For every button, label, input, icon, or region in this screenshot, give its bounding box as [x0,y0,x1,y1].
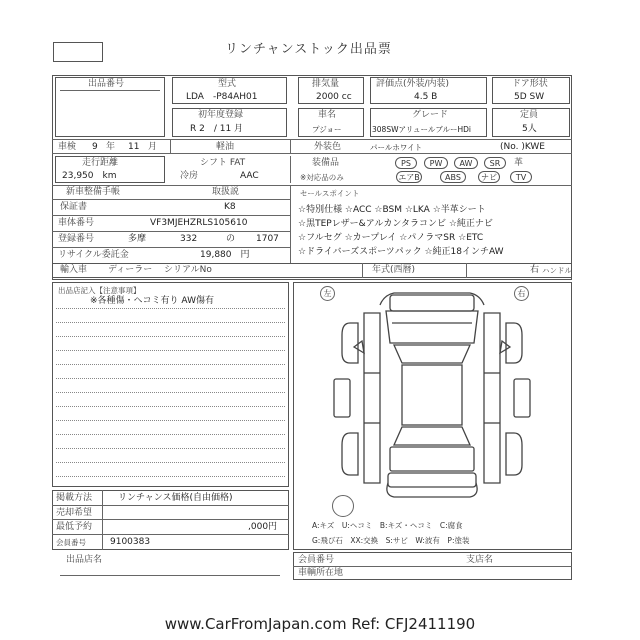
car-name-value: プジョー [312,125,342,134]
recycle-value: 19,880 円 [200,250,250,260]
inspection-label: 車検 [58,142,77,152]
desired-label: 売却希望 [56,508,93,518]
bl-row3 [52,534,289,535]
mileage-label: 走行距離 [82,158,119,168]
diagram-right-mark: 右 [514,286,529,301]
first-reg-label: 初年度登録 [198,110,244,120]
chassis-value: VF3MJEHZRLS105610 [150,218,248,228]
equip-leather: 革 [514,158,524,168]
sig-location-label: 車輌所在地 [298,568,344,578]
notes-line-j [56,434,285,435]
row6-mid [52,231,290,232]
equip-tv: TV [510,171,532,183]
chassis-label: 車体番号 [58,218,95,228]
notes-line-h [56,406,285,407]
bl-row2 [52,519,289,520]
lot-label: 出品番号 [88,79,125,89]
year-label: 年式(西暦) [372,265,416,275]
sales-point-label: セールスポイント [300,189,360,198]
sig-member-label: 会員番号 [298,555,335,565]
member-value-bl: 9100383 [110,537,151,547]
sales-point-2: ☆黒TEPレザー&アルカンタラコンビ ☆純正ナビ [298,219,493,229]
exterior-color-label: 外装色 [314,142,342,152]
car-diagram [294,283,571,513]
shop-label: 出品店名 [66,555,103,565]
lot-underline [60,90,160,91]
row6-bottom [52,247,290,248]
row7-div2 [466,263,467,278]
color-no: (No. )KWE [500,142,545,152]
watermark-text: www.CarFromJapan.com Ref: CFJ2411190 [164,615,476,633]
sig-mid [293,566,572,567]
import-label: 輸入車 [60,265,88,275]
ac-label: 冷房 [180,171,199,181]
notes-line-d [56,350,285,351]
capacity-label: 定員 [520,110,539,120]
model-label: 型式 [218,79,237,89]
reserve-label: 最低予約 [56,522,93,532]
equip-aw: AW [454,157,478,169]
equip-pw: PW [424,157,448,169]
notes-header: 出品店記入【注意事項】 [58,286,141,295]
equip-airbag: エアB [396,171,422,183]
row3-top [52,139,572,140]
reg-kana: の [226,234,236,244]
equipment-label: 装備品 [312,158,340,168]
method-label: 掲載方法 [56,493,93,503]
notes-line-i [56,420,285,421]
sig-branch-label: 支店名 [466,555,494,565]
row3-bottom [52,153,572,154]
score-label: 評価点(外装/内装) [376,79,450,89]
fuel-label: 軽油 [216,142,235,152]
grade-label: グレード [412,110,449,120]
corner-box [53,42,103,62]
sales-point-1: ☆特別仕様 ☆ACC ☆BSM ☆LKA ☆半革シート [298,205,486,215]
warranty-book-value: K8 [224,202,236,212]
row5-top [52,185,572,186]
sheet-title: リンチャンストック出品票 [225,42,392,57]
row5-div [290,185,291,263]
mileage-value: 23,950 km [62,171,117,181]
notes-line-a [56,308,285,309]
model-value: LDA -P84AH01 [186,92,258,102]
equip-navi: ナビ [478,171,500,183]
bl-row1 [52,505,289,506]
reg-label: 登録番号 [58,234,95,244]
handle-value: 右 [530,265,540,275]
notes-line-l [56,462,285,463]
dealer-label: ディーラー [108,265,153,275]
inspection-month-unit: 月 [148,142,158,152]
row4-div [290,156,291,183]
sales-point-3: ☆フルセグ ☆カープレイ ☆パノラマSR ☆ETC [298,233,484,243]
grade-value: 308SWアリュールブルーHDi [372,125,472,134]
legend-line1: A:キズ U:ヘコミ B:キズ・ヘコミ C:腐食 [312,521,463,530]
notes-line-c [56,336,285,337]
row7-div1 [362,263,363,278]
first-reg-value: R 2 / 11 月 [190,124,244,134]
exterior-color-value: パールホワイト [370,143,423,152]
equip-abs: ABS [440,171,466,183]
row3-div2 [290,139,291,153]
equip-ps: PS [395,157,417,169]
notes-line-g [56,392,285,393]
notes-line-k [56,448,285,449]
notes-line-b [56,322,285,323]
reserve-value: ,000円 [248,522,278,532]
diagram-left-mark: 左 [320,286,335,301]
notes-line1: ※各種傷・ヘコミ有り AW傷有 [90,296,214,306]
displacement-label: 排気量 [312,79,340,89]
method-value: リンチャンス価格(自由価格) [118,493,233,503]
displacement-value: 2000 cc [316,92,352,102]
inspection-year: 9 [92,142,98,152]
recycle-label: リサイクル委託金 [58,250,129,260]
score-value: 4.5 B [414,92,438,102]
manual-label: 取扱説 [212,187,240,197]
diagram-circle [332,495,354,517]
notes-box [52,282,289,487]
equip-sr: SR [484,157,506,169]
serial-label: シリアルNo [164,265,212,275]
doors-value: 5D SW [514,92,545,102]
shift-label: シフト FAT [200,158,246,168]
reg-number: 1707 [256,234,279,244]
ac-value: AAC [240,171,259,181]
equipment-note: ※対応品のみ [300,173,344,182]
car-name-label: 車名 [318,110,337,120]
reg-area: 多摩 [128,234,147,244]
sales-point-4: ☆ドライバーズスポーツパック ☆純正18インチAW [298,247,504,257]
reg-class: 332 [180,234,198,244]
capacity-value: 5人 [522,124,537,134]
bl-div [102,490,103,550]
inspection-year-unit: 年 [106,142,116,152]
doors-label: ドア形状 [512,79,548,89]
warranty-book-label: 保証書 [60,202,88,212]
handle-label: ハンドル [542,266,572,275]
warranty-label: 新車整備手帳 [66,187,121,197]
shop-underline [60,575,280,576]
notes-line-e [56,364,285,365]
row3-div1 [170,139,171,153]
row6-top [52,215,290,216]
member-label-bl: 会員番号 [56,538,86,547]
notes-line-f [56,378,285,379]
row5-mid [52,199,290,200]
notes-line-m [56,476,285,477]
legend-line2: G:飛び石 XX:交換 S:サビ W:波有 P:塗装 [312,536,470,545]
inspection-month: 11 [128,142,140,152]
